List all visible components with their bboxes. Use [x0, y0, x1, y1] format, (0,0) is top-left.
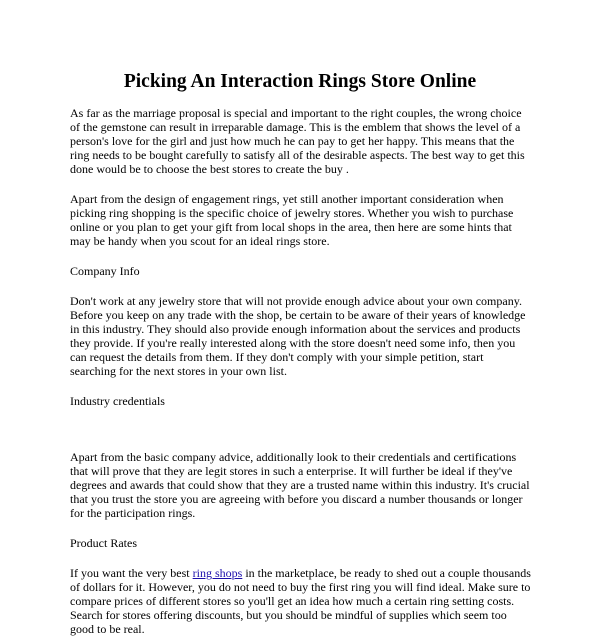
page-title: Picking An Interaction Rings Store Online [123, 71, 477, 92]
section-heading-product-rates: Product Rates [70, 536, 137, 550]
ring-shops-link[interactable]: ring shops [192, 566, 243, 580]
paragraph-product-rates-rest: in the marketplace, be ready to shed out a couple thousands of dollars for it. However, you do not need to buy the first ring you will find ideal. Make sure to compare prices of different stores so you'll get an idea how much a certain ring setting costs. Search for stores offering discounts, but you should be mindful of supplies which seem too good to be real. [70, 566, 531, 636]
paragraph-company-info: Don't work at any jewelry store that will not provide enough advice about your own company. Before you keep on any trade with the shop, be certain to be aware of their years of knowledge in this industry. They should also provide enough information about the services and products they provide. If you're really interested along with the store doesn't need some info, then you can request the details from them. If they don't comply with your simple petition, start searching for the next stores in your own list. [70, 294, 526, 378]
paragraph-product-rates [70, 566, 532, 636]
paragraph-intro: As far as the marriage proposal is special and important to the right couples, the wrong choice of the gemstone can result in irreparable damage. This is the emblem that shows the level of a person's love for the girl and just how much he can pay to get her happy. This means that the ring needs to be bought carefully to satisfy all of the desirable aspects. The best way to get this done would be to choose the best stores to create the buy . [70, 106, 525, 176]
paragraph-product-rates-start: If you want the very best [70, 566, 193, 580]
section-heading-industry-credentials: Industry credentials [70, 394, 165, 408]
section-heading-company-info: Company Info [70, 264, 140, 278]
paragraph-credentials: Apart from the basic company advice, additionally look to their credentials and certifications that will prove that they are legit stores in such a enterprise. It will further be ideal if they've degrees and awards that could show that they are a trusted name within this industry. It's crucial that you trust the store you are agreeing with before you discard a number thousands or longer for the participation rings. [70, 450, 530, 520]
document-body [70, 106, 532, 636]
paragraph-design: Apart from the design of engagement rings, yet still another important consideration when picking ring shopping is the specific choice of jewelry stores. Whether you wish to purchase online or you plan to get your gift from local shops in the area, then here are some hints that may be handy when you scout for an ideal rings store. [70, 192, 514, 248]
